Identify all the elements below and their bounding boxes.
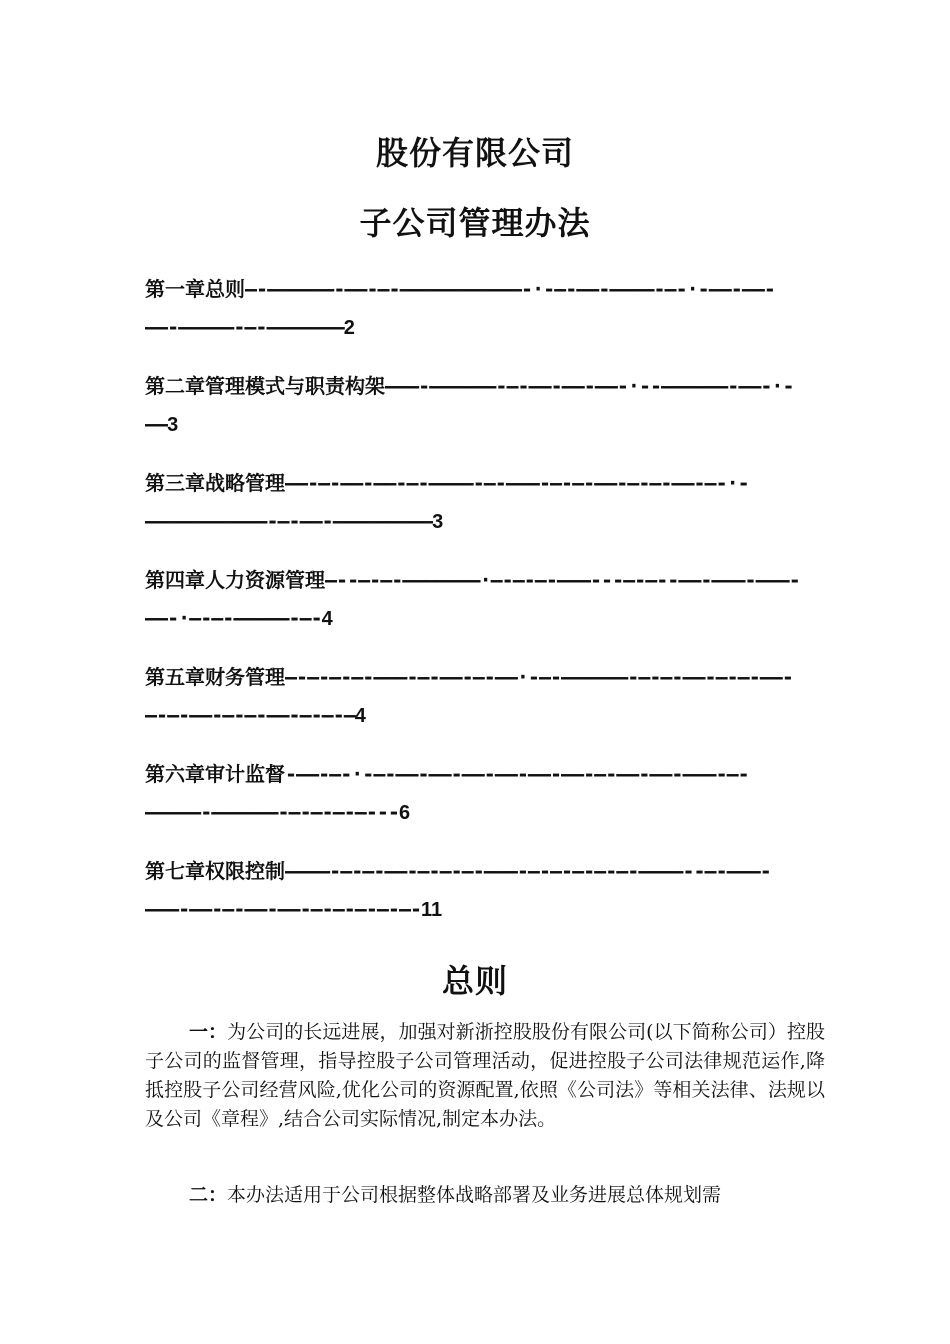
toc-entry-2[interactable]: [145, 367, 805, 444]
toc-page-number: 4: [321, 608, 333, 630]
article-1-text: 为公司的长远进展，加强对新浙控股股份有限公司(以下简称公司）控股子公司的监督管理，指导控股子公司管理活动，促进控股子公司法律规范运作,降抵控股子公司经营风险,优化公司的资源配置,依照《公司法》等相关法律、法规以及公司《章程》,结合公司实际情况,制定本办法。: [145, 1021, 825, 1130]
section-heading: 总则: [441, 962, 508, 1000]
toc-leader: —-—-—-—-———-—-——-—-——·-—-——————-—-—-——-—-—-——-—-—-——-—-—-——-—-—-—: [145, 665, 793, 727]
toc-leader: -——-—-·-—-——-——-——-——-——-——-—-——-——-———-—-—————-——————-—-—-—-—---: [145, 762, 749, 824]
article-2-text: 本办法适用于公司根据整体战略部署及业务进展总体规划需: [227, 1184, 722, 1206]
toc-entry-4[interactable]: [145, 561, 805, 638]
article-2-label: 二：: [189, 1184, 228, 1206]
toc-entry-7[interactable]: [145, 852, 805, 929]
toc-chapter-title: 第二章管理模式与职责构架: [145, 374, 385, 398]
toc-entry-6[interactable]: [145, 755, 805, 832]
toc-entry-5[interactable]: [145, 658, 805, 735]
article-2-paragraph: [145, 1181, 825, 1210]
toc-chapter-title: 第四章人力资源管理: [145, 568, 325, 592]
toc-leader: —--—-—-———————·—-—-—-———---—-—--——-———-———-——-·—-—-—————-—-: [145, 568, 800, 630]
toc-chapter-title: 第三章战略管理: [145, 471, 285, 495]
toc-page-number: 11: [421, 899, 443, 921]
toc-chapter-title: 第一章总则: [145, 277, 245, 301]
toc-chapter-title: 第六章审计监督: [145, 762, 285, 786]
toc-page-number: 6: [398, 802, 411, 824]
toc-leader: ———-——————-—-——-——-——-·--——————-——-·-——: [145, 374, 794, 436]
toc-page-number: 3: [167, 414, 179, 436]
toc-leader: ——-—-——-——-—-————-—-———-—-—-——-—-—-——-—-·-———————————-—-——-—————————: [145, 471, 749, 533]
toc-page-number: 3: [432, 511, 444, 533]
document-title: 子公司管理办法: [359, 204, 591, 242]
article-1-paragraph: [145, 1018, 825, 1134]
toc-leader: —-——————-——-—-———————————-·-—-——-————-—-·-——-——-——-—————-—-———————: [145, 277, 775, 339]
company-title: 股份有限公司: [375, 134, 574, 172]
article-1-label: 一：: [189, 1021, 228, 1043]
toc-leader: ————-—-—-——-—-—-—-———-—-—-—-—-—-————--—-———-———-——-—-——-——-—-—-—-—-—-: [145, 859, 771, 921]
toc-chapter-title: 第七章权限控制: [145, 859, 285, 883]
toc-entry-3[interactable]: [145, 464, 805, 541]
toc-page-number: 2: [343, 317, 355, 339]
table-of-contents: [145, 270, 805, 949]
toc-entry-1[interactable]: [145, 270, 805, 347]
toc-chapter-title: 第五章财务管理: [145, 665, 285, 689]
toc-page-number: 4: [354, 705, 366, 727]
